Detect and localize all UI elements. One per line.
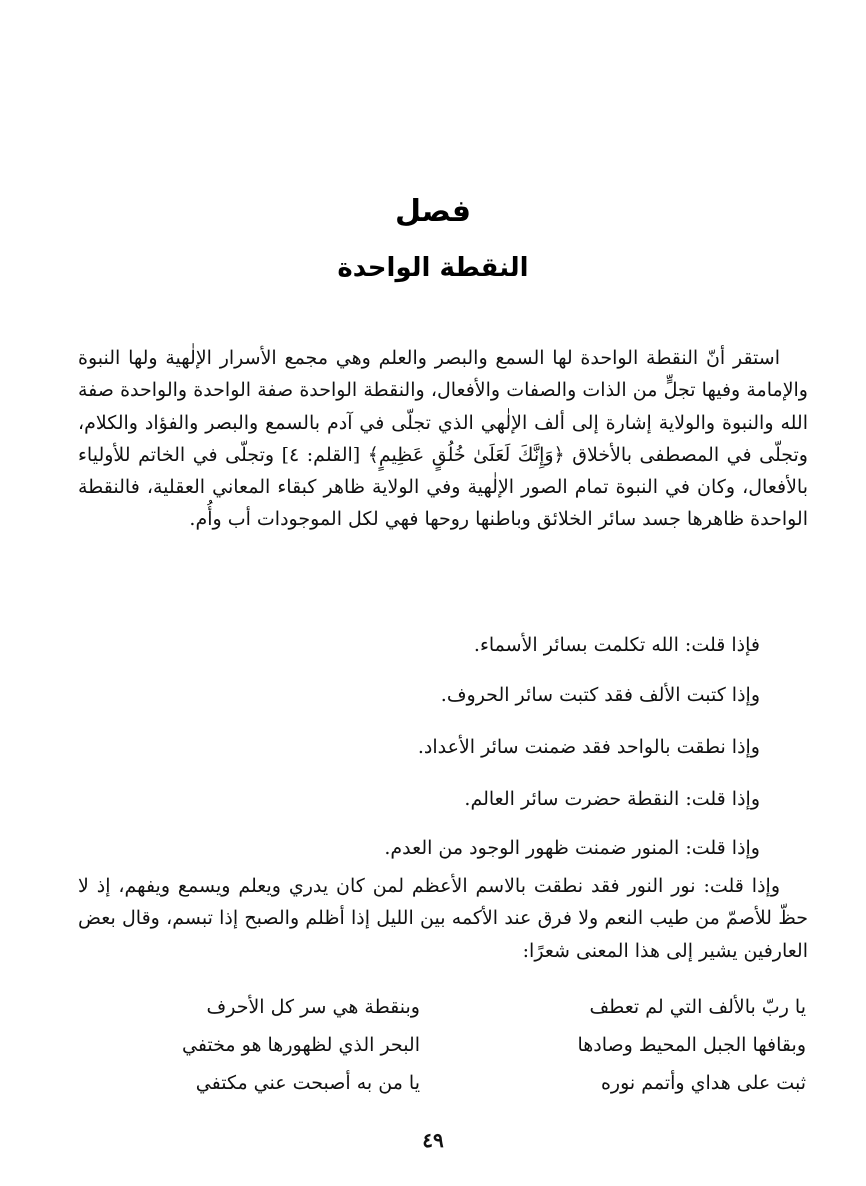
- verse-first-hemistich: ثبت على هداي وأتمم نوره: [600, 1072, 806, 1094]
- poem-verse: [80, 1034, 806, 1066]
- section-subtitle: النقطة الواحدة: [337, 253, 529, 283]
- page-number: ٤٩: [422, 1128, 444, 1152]
- verse-second-hemistich: البحر الذي لظهورها هو مختفي: [181, 1034, 420, 1056]
- section-title: فصل: [395, 194, 471, 229]
- statement-line: وإذا قلت: النقطة حضرت سائر العالم.: [464, 788, 760, 810]
- statement-line: وإذا كتبت الألف فقد كتبت سائر الحروف.: [440, 684, 760, 706]
- statement-line: وإذا نطقت بالواحد فقد ضمنت سائر الأعداد.: [417, 736, 760, 758]
- poem-verse: [80, 1072, 806, 1104]
- opening-paragraph: [78, 342, 808, 536]
- verse-first-hemistich: وبقافها الجبل المحيط وصادها: [577, 1034, 806, 1056]
- poem-verse: [80, 996, 806, 1028]
- opening-paragraph-text: استقر أنّ النقطة الواحدة لها السمع والبصر والعلم وهي مجمع الأسرار الإلٰهية ولها النبوة والإمامة وفيها تجلٍّ من الذات والصفات والأفعال، والنقطة الواحدة صفة الواحدة والواحدة صفة الله والنبوة والولاية إشارة إلى ألف الإلٰهي الذي تجلّى في آدم بالسمع والبصر والفؤاد والكلام، وتجلّى في المصطفى بالأخلاق ﴿وَإِنَّكَ لَعَلَىٰ خُلُقٍ عَظِيمٍ﴾ [القلم: ٤] وتجلّى في الخاتم للأولياء بالأفعال، وكان في النبوة تمام الصور الإلٰهية وفي الولاية ظاهر كبقاء المعاني العقلية، فالنقطة الواحدة ظاهرها جسد سائر الخلائق وباطنها روحها فهي لكل الموجودات أب وأُم.: [78, 347, 808, 531]
- verse-first-hemistich: يا ربّ بالألف التي لم تعطف: [589, 996, 806, 1018]
- closing-paragraph: [78, 870, 808, 967]
- statement-line: وإذا قلت: المنور ضمنت ظهور الوجود من العدم.: [384, 837, 760, 859]
- verse-second-hemistich: يا من به أصبحت عني مكتفي: [195, 1072, 420, 1094]
- closing-paragraph-text: وإذا قلت: نور النور فقد نطقت بالاسم الأعظم لمن كان يدري ويعلم ويسمع ويفهم، إذ لا حظّ للأصمّ من طيب النعم ولا فرق عند الأكمه بين الليل إذا أظلم والصبح إذا تبسم، وقال بعض العارفين يشير إلى هذا المعنى شعرًا:: [78, 875, 808, 962]
- verse-second-hemistich: وبنقطة هي سر كل الأحرف: [206, 996, 420, 1018]
- statement-line: فإذا قلت: الله تكلمت بسائر الأسماء.: [473, 634, 760, 656]
